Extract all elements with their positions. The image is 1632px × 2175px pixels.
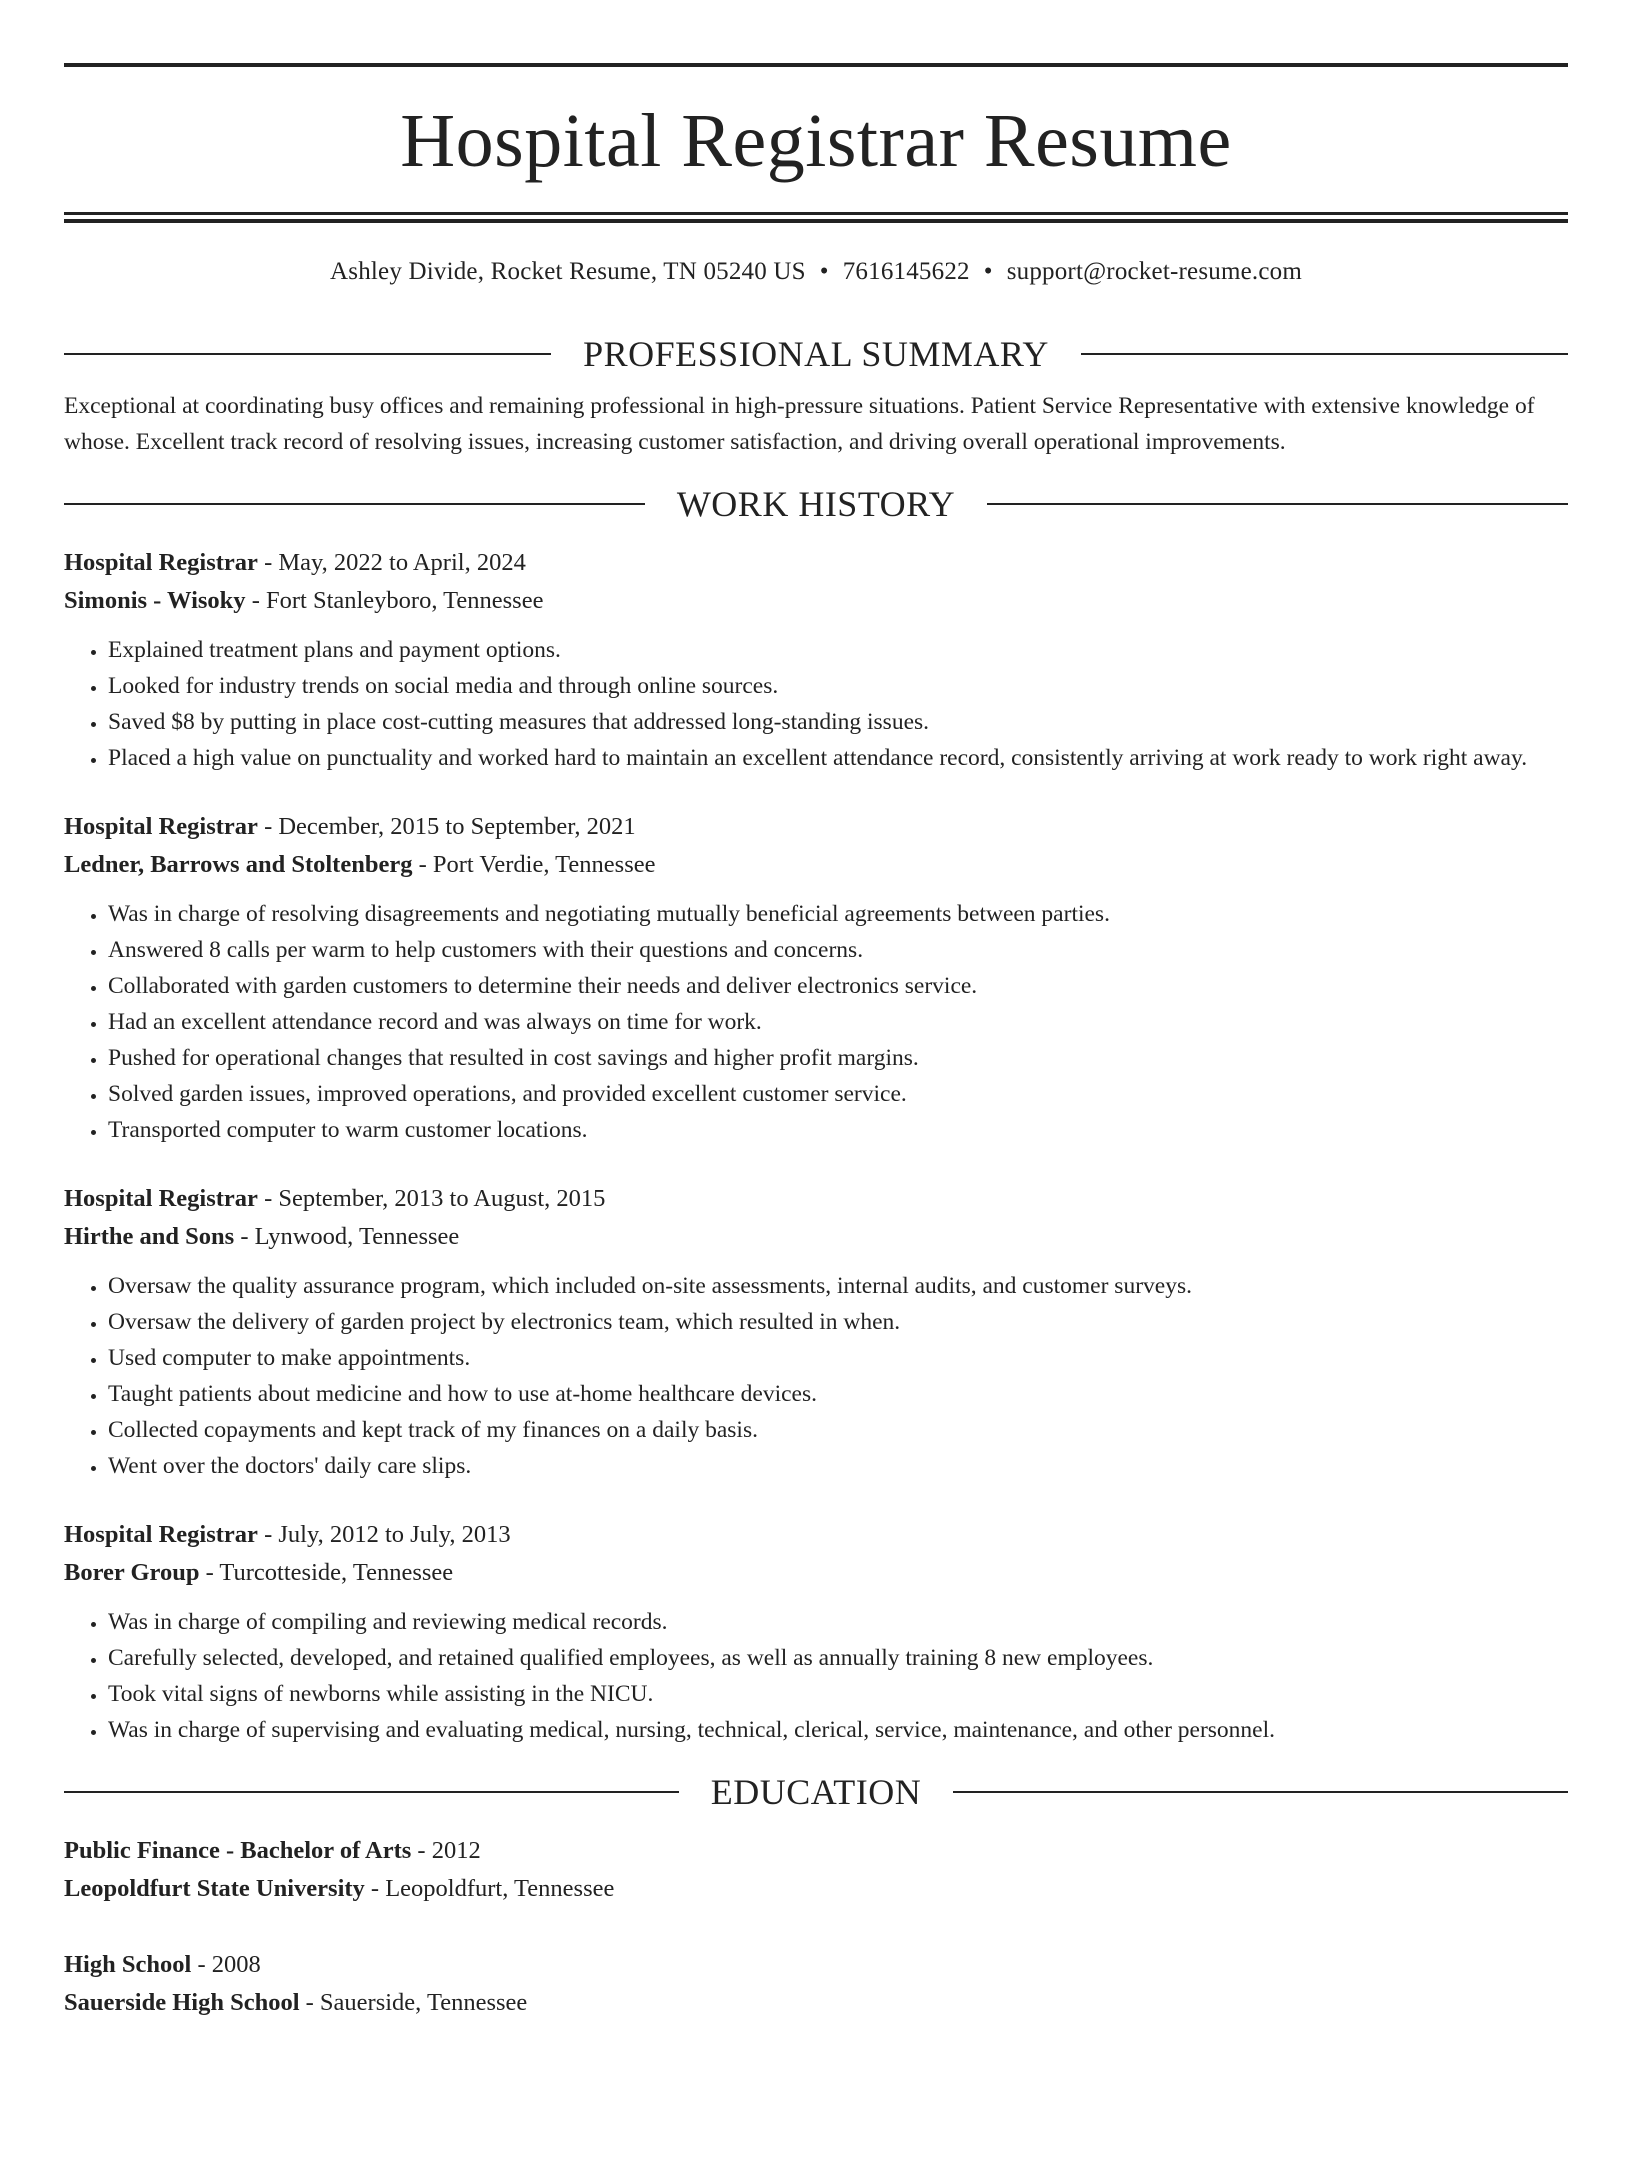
job-bullet-list [64, 1604, 1568, 1748]
job-company: Simonis - Wisoky [64, 587, 246, 614]
job-dates: - July, 2012 to July, 2013 [257, 1521, 511, 1548]
job-bullet: • Was in charge of resolving disagreements and negotiating mutually beneficial agreements between parties. [108, 896, 1568, 932]
work-history-list [64, 544, 1568, 1748]
job-location: - Lynwood, Tennessee [234, 1223, 460, 1250]
job-company-row [64, 1218, 1568, 1256]
job-entry [64, 1180, 1568, 1484]
education-degree-row [64, 1832, 1568, 1870]
education-entry [64, 1832, 1568, 1908]
education-degree-row [64, 1946, 1568, 1984]
education-school: Leopoldfurt State University [64, 1875, 365, 1902]
education-year: - 2008 [191, 1951, 261, 1978]
contact-line [64, 259, 1568, 284]
job-bullet: • Pushed for operational changes that resulted in cost savings and higher profit margins. [108, 1040, 1568, 1076]
job-bullet: • Saved $8 by putting in place cost-cutting measures that addressed long-standing issues. [108, 704, 1568, 740]
job-title: Hospital Registrar [64, 1185, 258, 1212]
education-entry [64, 1946, 1568, 2022]
job-company: Hirthe and Sons [64, 1223, 235, 1250]
job-bullet: • Was in charge of supervising and evaluating medical, nursing, technical, clerical, service, maintenance, and other personnel. [108, 1712, 1568, 1748]
job-bullet: • Was in charge of compiling and reviewing medical records. [108, 1604, 1568, 1640]
job-location: - Turcotteside, Tennessee [199, 1559, 454, 1586]
job-bullet: • Took vital signs of newborns while assisting in the NICU. [108, 1676, 1568, 1712]
job-title: Hospital Registrar [64, 1521, 258, 1548]
contact-separator: • [819, 258, 829, 285]
heading-rule-right [1081, 353, 1568, 355]
heading-rule-right [953, 1791, 1568, 1793]
page-title: Hospital Registrar Resume [400, 99, 1232, 183]
job-bullet-list [64, 632, 1568, 776]
job-bullet: • Collected copayments and kept track of my finances on a daily basis. [108, 1412, 1568, 1448]
job-dates: - May, 2022 to April, 2024 [257, 549, 526, 576]
summary-section-heading [64, 336, 1568, 372]
job-dates: - December, 2015 to September, 2021 [257, 813, 636, 840]
job-company: Borer Group [64, 1559, 200, 1586]
heading-rule-right [987, 503, 1568, 505]
job-location: - Port Verdie, Tennessee [412, 851, 656, 878]
education-section-heading [64, 1774, 1568, 1810]
job-title: Hospital Registrar [64, 813, 258, 840]
contact-phone: 7616145622 [842, 258, 970, 285]
job-entry [64, 1516, 1568, 1748]
job-bullet: • Oversaw the quality assurance program, which included on-site assessments, internal audits, and customer surveys. [108, 1268, 1568, 1304]
job-bullet: • Used computer to make appointments. [108, 1340, 1568, 1376]
education-year: - 2012 [411, 1837, 481, 1864]
heading-rule-left [64, 503, 645, 505]
summary-text: Exceptional at coordinating busy offices and remaining professional in high-pressure situations. Patient Service Representative with extensive knowledge of whose. Excellent track record of resolving issues, increasing customer satisfaction, and driving overall operational improvements. [64, 393, 1535, 455]
job-bullet: • Transported computer to warm customer locations. [108, 1112, 1568, 1148]
job-company-row [64, 582, 1568, 620]
job-bullet-list [64, 896, 1568, 1148]
job-bullet: • Collaborated with garden customers to determine their needs and deliver electronics service. [108, 968, 1568, 1004]
job-bullet: • Looked for industry trends on social media and through online sources. [108, 668, 1568, 704]
education-degree: Public Finance - Bachelor of Arts [64, 1837, 412, 1864]
title-double-rule [64, 212, 1568, 223]
job-title-row [64, 1516, 1568, 1554]
job-bullet: • Taught patients about medicine and how to use at-home healthcare devices. [108, 1376, 1568, 1412]
job-bullet: • Went over the doctors' daily care slips. [108, 1448, 1568, 1484]
contact-separator: • [983, 258, 993, 285]
job-company-row [64, 1554, 1568, 1592]
job-bullet: • Carefully selected, developed, and retained qualified employees, as well as annually training 8 new employees. [108, 1640, 1568, 1676]
job-company-row [64, 846, 1568, 884]
job-bullet: • Oversaw the delivery of garden project by electronics team, which resulted in when. [108, 1304, 1568, 1340]
contact-email[interactable]: support@rocket-resume.com [1006, 258, 1302, 285]
work-heading-label: WORK HISTORY [676, 484, 956, 524]
job-bullet: • Had an excellent attendance record and was always on time for work. [108, 1004, 1568, 1040]
education-school: Sauerside High School [64, 1989, 300, 2016]
education-location: - Leopoldfurt, Tennessee [364, 1875, 615, 1902]
education-heading-label: EDUCATION [710, 1772, 922, 1812]
top-rule [64, 63, 1568, 67]
job-dates: - September, 2013 to August, 2015 [257, 1185, 606, 1212]
education-school-row [64, 1870, 1568, 1908]
work-section-heading [64, 486, 1568, 522]
education-school-row [64, 1984, 1568, 2022]
job-company: Ledner, Barrows and Stoltenberg [64, 851, 413, 878]
summary-heading-label: PROFESSIONAL SUMMARY [583, 334, 1049, 374]
job-entry [64, 544, 1568, 776]
job-bullet: • Explained treatment plans and payment options. [108, 632, 1568, 668]
job-title: Hospital Registrar [64, 549, 258, 576]
job-bullet: • Solved garden issues, improved operations, and provided excellent customer service. [108, 1076, 1568, 1112]
resume-page [0, 63, 1632, 2175]
education-degree: High School [64, 1951, 192, 1978]
job-location: - Fort Stanleyboro, Tennessee [245, 587, 544, 614]
contact-address: Ashley Divide, Rocket Resume, TN 05240 US [330, 258, 806, 285]
job-title-row [64, 544, 1568, 582]
job-bullet: • Answered 8 calls per warm to help customers with their questions and concerns. [108, 932, 1568, 968]
heading-rule-left [64, 1791, 679, 1793]
heading-rule-left [64, 353, 551, 355]
job-title-row [64, 1180, 1568, 1218]
education-list [64, 1832, 1568, 2022]
job-title-row [64, 808, 1568, 846]
job-bullet-list [64, 1268, 1568, 1484]
job-entry [64, 808, 1568, 1148]
education-location: - Sauerside, Tennessee [299, 1989, 528, 2016]
job-bullet: • Placed a high value on punctuality and worked hard to maintain an excellent attendance record, consistently arriving at work ready to work right away. [108, 740, 1568, 776]
